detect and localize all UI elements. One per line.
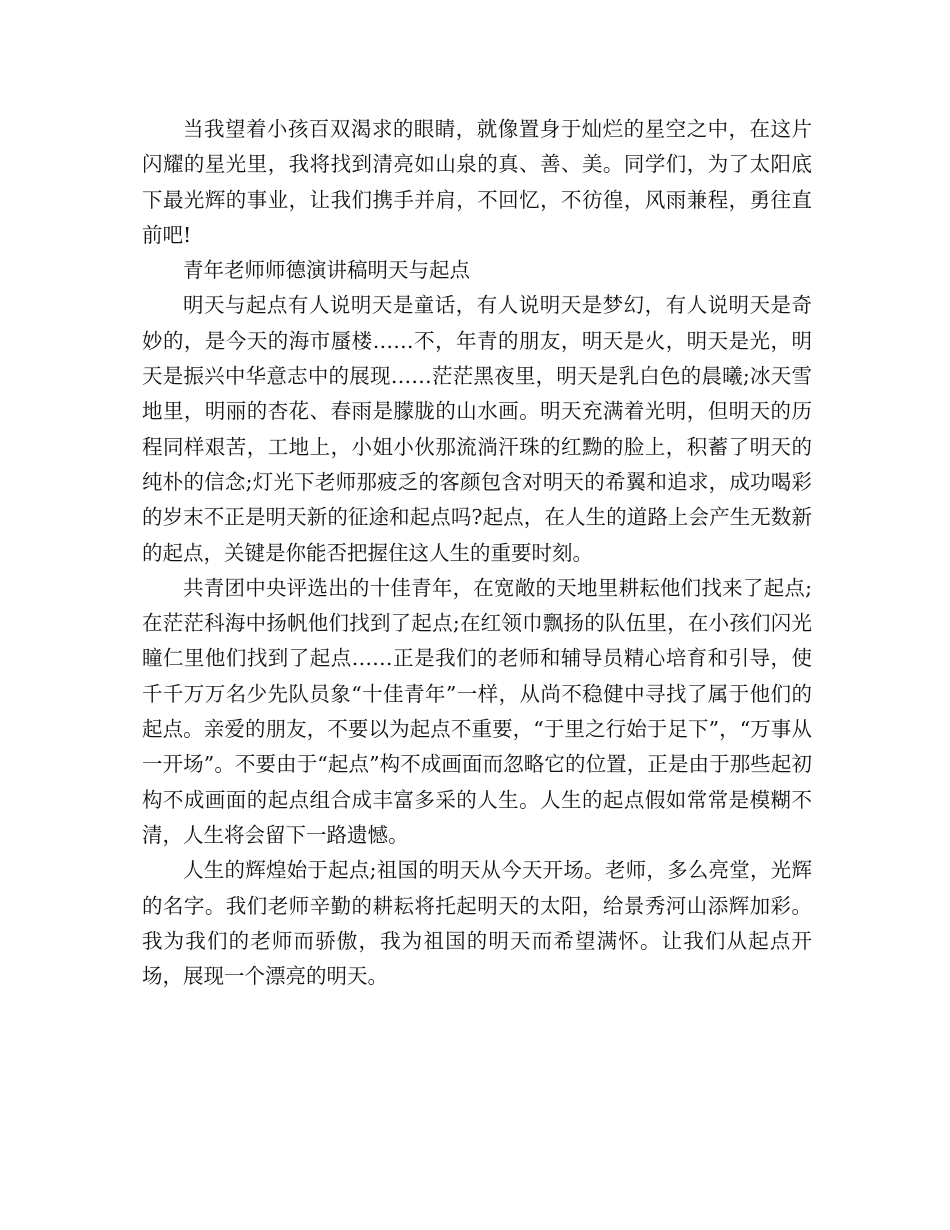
section-title: 青年老师师德演讲稿明天与起点 <box>183 258 470 283</box>
paragraph-tomorrow-and-start: 明天与起点有人说明天是童话，有人说明天是梦幻，有人说明天是奇妙的，是今天的海市蜃楼……不，年青的朋友，明天是火，明天是光，明天是振兴中华意志中的展现……茫茫黑夜里，明天是乳白色的晨曦;冰天雪地里，明丽的杏花、春雨是朦胧的山水画。明天充满着光明，但明天的历程同样艰苦，工地上，小姐小伙那流淌汗珠的红黝的脸上，积蓄了明天的纯朴的信念;灯光下老师那疲乏的客颜包含对明天的希翼和追求，成功喝彩的岁末不正是明天新的征途和起点吗?起点，在人生的道路上会产生无数新的起点，关键是你能否把握住这人生的重要时刻。 <box>142 293 812 565</box>
paragraph-ten-youths: 共青团中央评选出的十佳青年，在宽敞的天地里耕耘他们找来了起点;在茫茫科海中扬帆他们找到了起点;在红领巾飘扬的队伍里，在小孩们闪光瞳仁里他们找到了起点……正是我们的老师和辅导员精心培育和引导，使千千万万名少先队员象“十佳青年”一样，从尚不稳健中寻找了属于他们的起点。亲爱的朋友，不要以为起点不重要，“于里之行始于足下”，“万事从一开场”。不要由于“起点”构不成画面而忽略它的位置，正是由于那些起初构不成画面的起点组合成丰富多采的人生。人生的起点假如常常是模糊不清，人生将会留下一路遗憾。 <box>142 575 812 847</box>
paragraph-conclusion: 人生的辉煌始于起点;祖国的明天从今天开场。老师，多么亮堂，光辉的名字。我们老师辛勤的耕耘将托起明天的太阳，给景秀河山添辉加彩。我为我们的老师而骄傲，我为祖国的明天而希望满怀。让我们从起点开场，展现一个漂亮的明天。 <box>142 858 812 989</box>
document-page <box>142 112 812 994</box>
paragraph-closing-appeal: 当我望着小孩百双渴求的眼睛，就像置身于灿烂的星空之中，在这片闪耀的星光里，我将找到清亮如山泉的真、善、美。同学们，为了太阳底下最光辉的事业，让我们携手并肩，不回忆，不彷徨，风雨兼程，勇往直前吧! <box>142 117 812 247</box>
